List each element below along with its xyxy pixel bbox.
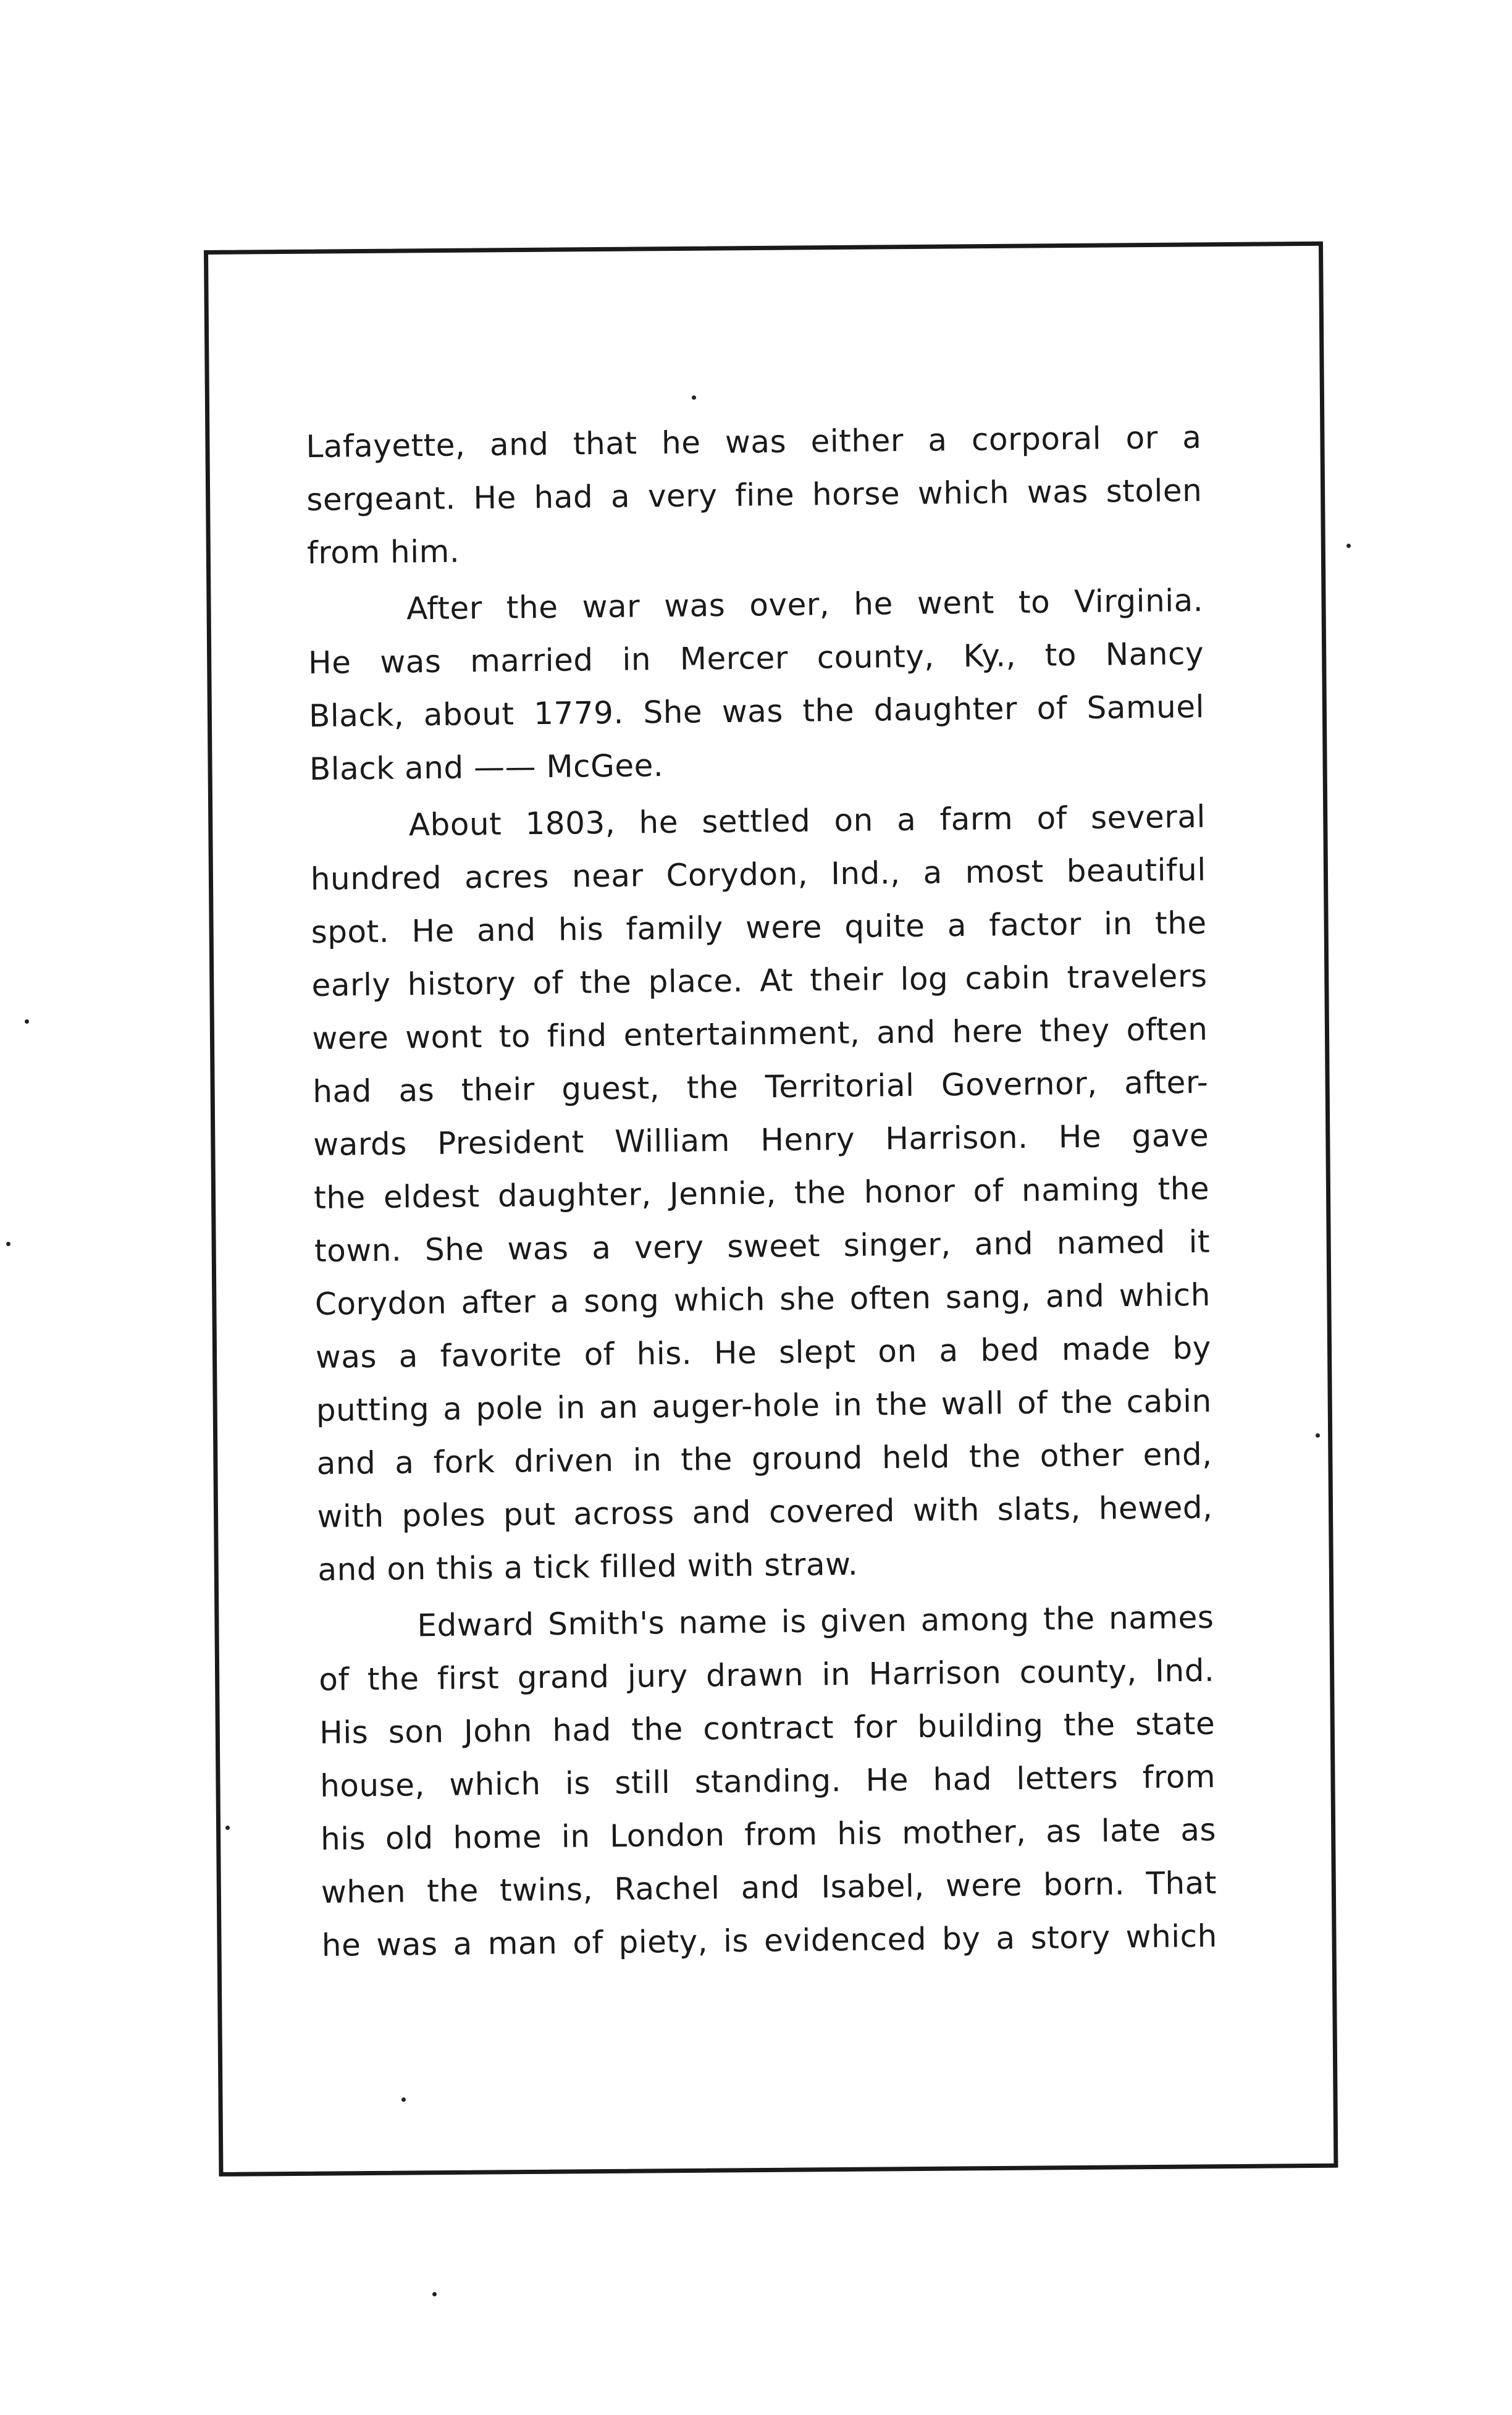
text-line: He was married in Mercer county, Ky., to Nancy bbox=[308, 635, 1204, 681]
text-line: was a favorite of his. He slept on a bed made by bbox=[315, 1330, 1212, 1375]
text-line: of the first grand jury drawn in Harrison county, Ind. bbox=[319, 1652, 1215, 1698]
text-line: the eldest daughter, Jennie, the honor of naming the bbox=[313, 1170, 1210, 1216]
text-line: spot. He and his family were quite a factor in the bbox=[311, 904, 1207, 950]
paragraph bbox=[318, 1591, 1217, 1972]
scan-speck bbox=[225, 1826, 230, 1830]
document-body bbox=[306, 411, 1217, 1972]
text-line: and a fork driven in the ground held the other end, bbox=[316, 1436, 1212, 1481]
scan-speck bbox=[1316, 1433, 1320, 1438]
text-line: were wont to find entertainment, and here they often bbox=[312, 1011, 1208, 1056]
text-line: His son John had the contract for building the state bbox=[319, 1705, 1216, 1751]
text-line: After the war was over, he went to Virginia. bbox=[406, 582, 1204, 627]
text-line: had as their guest, the Territorial Governor, after- bbox=[313, 1064, 1209, 1110]
text-line: Edward Smith's name is given among the names bbox=[417, 1599, 1214, 1644]
text-line: his old home in London from his mother, as late as bbox=[320, 1811, 1217, 1857]
text-line: putting a pole in an auger-hole in the wall of the cabin bbox=[316, 1383, 1212, 1428]
text-line: he was a man of piety, is evidenced by a story which bbox=[321, 1918, 1218, 1963]
text-line: early history of the place. At their log cabin travelers bbox=[311, 958, 1208, 1003]
text-line: Black, about 1779. She was the daughter of Samuel bbox=[308, 688, 1205, 734]
text-line: when the twins, Rachel and Isabel, were born. That bbox=[321, 1865, 1217, 1910]
text-line: from him. bbox=[306, 533, 460, 571]
paragraph bbox=[306, 411, 1203, 580]
text-line: with poles put across and covered with slats, hewed, bbox=[317, 1489, 1213, 1535]
text-line: Corydon after a song which she often sang, and which bbox=[314, 1276, 1211, 1322]
text-line: hundred acres near Corydon, Ind., a most beautiful bbox=[310, 851, 1207, 897]
scan-speck bbox=[1346, 544, 1351, 548]
paragraph bbox=[309, 790, 1213, 1596]
text-line: and on this a tick filled with straw. bbox=[317, 1546, 859, 1588]
text-line: house, which is still standing. He had letters from bbox=[319, 1758, 1216, 1804]
text-line: wards President William Henry Harrison. He gave bbox=[313, 1117, 1209, 1163]
text-line: About 1803, he settled on a farm of several bbox=[408, 798, 1206, 843]
scan-speck bbox=[401, 2097, 406, 2102]
scan-speck bbox=[432, 2292, 437, 2296]
text-line: Black and —— McGee. bbox=[309, 747, 664, 787]
text-line: Lafayette, and that he was either a corporal or a bbox=[306, 419, 1202, 465]
scan-speck bbox=[6, 1242, 10, 1246]
scan-speck bbox=[25, 1019, 29, 1024]
scan-speck bbox=[692, 395, 696, 400]
text-line: sergeant. He had a very fine horse which was stolen bbox=[306, 472, 1203, 518]
paragraph bbox=[308, 574, 1206, 796]
text-line: town. She was a very sweet singer, and named it bbox=[314, 1223, 1211, 1269]
